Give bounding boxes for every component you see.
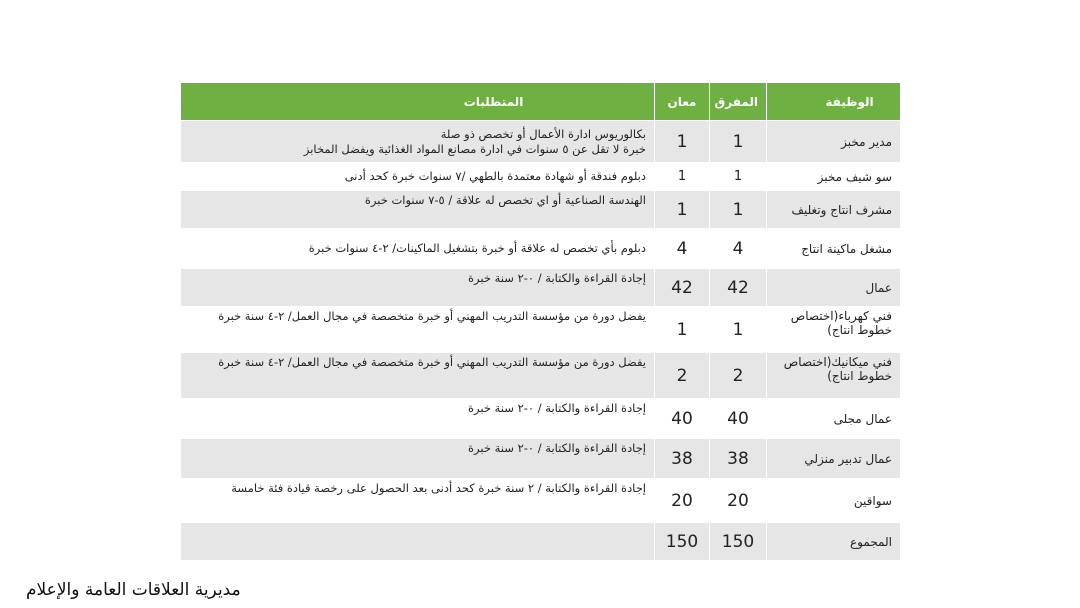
maan-count: 1 — [655, 307, 710, 353]
maan-count: 1 — [655, 121, 710, 163]
total-label: المجموع — [767, 523, 901, 561]
requirements-cell: الهندسة الصناعية أو اي تخصص له علاقة / ٥-٧ سنوات خبرة — [181, 191, 655, 229]
header-mafraq: المفرق — [710, 83, 767, 121]
header-maan: معان — [655, 83, 710, 121]
mafraq-count: 4 — [710, 229, 767, 269]
requirements-cell: دبلوم فندقة أو شهادة معتمدة بالطهي /٧ سنوات خبرة كحد أدنى — [181, 163, 655, 191]
mafraq-count: 40 — [710, 399, 767, 439]
table-row — [181, 399, 901, 439]
job-title: عمال مجلى — [767, 399, 901, 439]
footer-department-name: مديرية العلاقات العامة والإعلام — [26, 580, 241, 600]
mafraq-count: 20 — [710, 479, 767, 523]
requirements-cell: إجادة القراءة والكتابة / ٠-٢ سنة خبرة — [181, 399, 655, 439]
requirements-cell: دبلوم بأي تخصص له علاقة أو خبرة بتشغيل الماكينات/ ٢-٤ سنوات خبرة — [181, 229, 655, 269]
requirements-cell: يفضل دورة من مؤسسة التدريب المهني أو خبرة متخصصة في مجال العمل/ ٢-٤ سنة خبرة — [181, 307, 655, 353]
header-requirements: المتطلبات — [181, 83, 655, 121]
job-title: فني ميكانيك(اختصاص خطوط انتاج) — [767, 353, 901, 399]
job-title: عمال تدبير منزلي — [767, 439, 901, 479]
requirements-cell — [181, 121, 655, 163]
table-total-row — [181, 523, 901, 561]
total-empty-cell — [181, 523, 655, 561]
total-maan: 150 — [655, 523, 710, 561]
mafraq-count: 1 — [710, 121, 767, 163]
job-title: عمال — [767, 269, 901, 307]
maan-count: 42 — [655, 269, 710, 307]
table-row — [181, 353, 901, 399]
table-row — [181, 121, 901, 163]
requirement-line: خبرة لا تقل عن ٥ سنوات في ادارة مصانع المواد الغذائية ويفضل المخابز — [303, 141, 646, 156]
maan-count: 4 — [655, 229, 710, 269]
table-row — [181, 479, 901, 523]
requirement-line: بكالوريوس ادارة الأعمال أو تخصص ذو صلة — [440, 126, 646, 141]
mafraq-count: 1 — [710, 191, 767, 229]
mafraq-count: 1 — [710, 307, 767, 353]
total-mafraq: 150 — [710, 523, 767, 561]
job-title: مشرف انتاج وتغليف — [767, 191, 901, 229]
jobs-table — [180, 82, 901, 561]
maan-count: 20 — [655, 479, 710, 523]
table-header-row — [181, 83, 901, 121]
requirements-cell: إجادة القراءة والكتابة / ٢ سنة خبرة كحد أدنى بعد الحصول على رخصة قيادة فئة خامسة — [181, 479, 655, 523]
table-row — [181, 269, 901, 307]
mafraq-count: 1 — [710, 163, 767, 191]
job-title: مشغل ماكينة انتاج — [767, 229, 901, 269]
job-title: سواقين — [767, 479, 901, 523]
requirements-cell: إجادة القراءة والكتابة / ٠-٢ سنة خبرة — [181, 269, 655, 307]
mafraq-count: 38 — [710, 439, 767, 479]
maan-count: 1 — [655, 191, 710, 229]
table-row — [181, 307, 901, 353]
maan-count: 1 — [655, 163, 710, 191]
requirements-cell: يفضل دورة من مؤسسة التدريب المهني أو خبرة متخصصة في مجال العمل/ ٢-٤ سنة خبرة — [181, 353, 655, 399]
mafraq-count: 42 — [710, 269, 767, 307]
table-row — [181, 439, 901, 479]
maan-count: 40 — [655, 399, 710, 439]
table-row — [181, 229, 901, 269]
maan-count: 2 — [655, 353, 710, 399]
header-title: الوظيفة — [767, 83, 901, 121]
table-row — [181, 191, 901, 229]
job-title: سو شيف مخبز — [767, 163, 901, 191]
job-title: مدير مخبز — [767, 121, 901, 163]
job-title: فني كهرباء(اختصاص خطوط انتاج) — [767, 307, 901, 353]
table-row — [181, 163, 901, 191]
maan-count: 38 — [655, 439, 710, 479]
requirements-cell: إجادة القراءة والكتابة / ٠-٢ سنة خبرة — [181, 439, 655, 479]
mafraq-count: 2 — [710, 353, 767, 399]
